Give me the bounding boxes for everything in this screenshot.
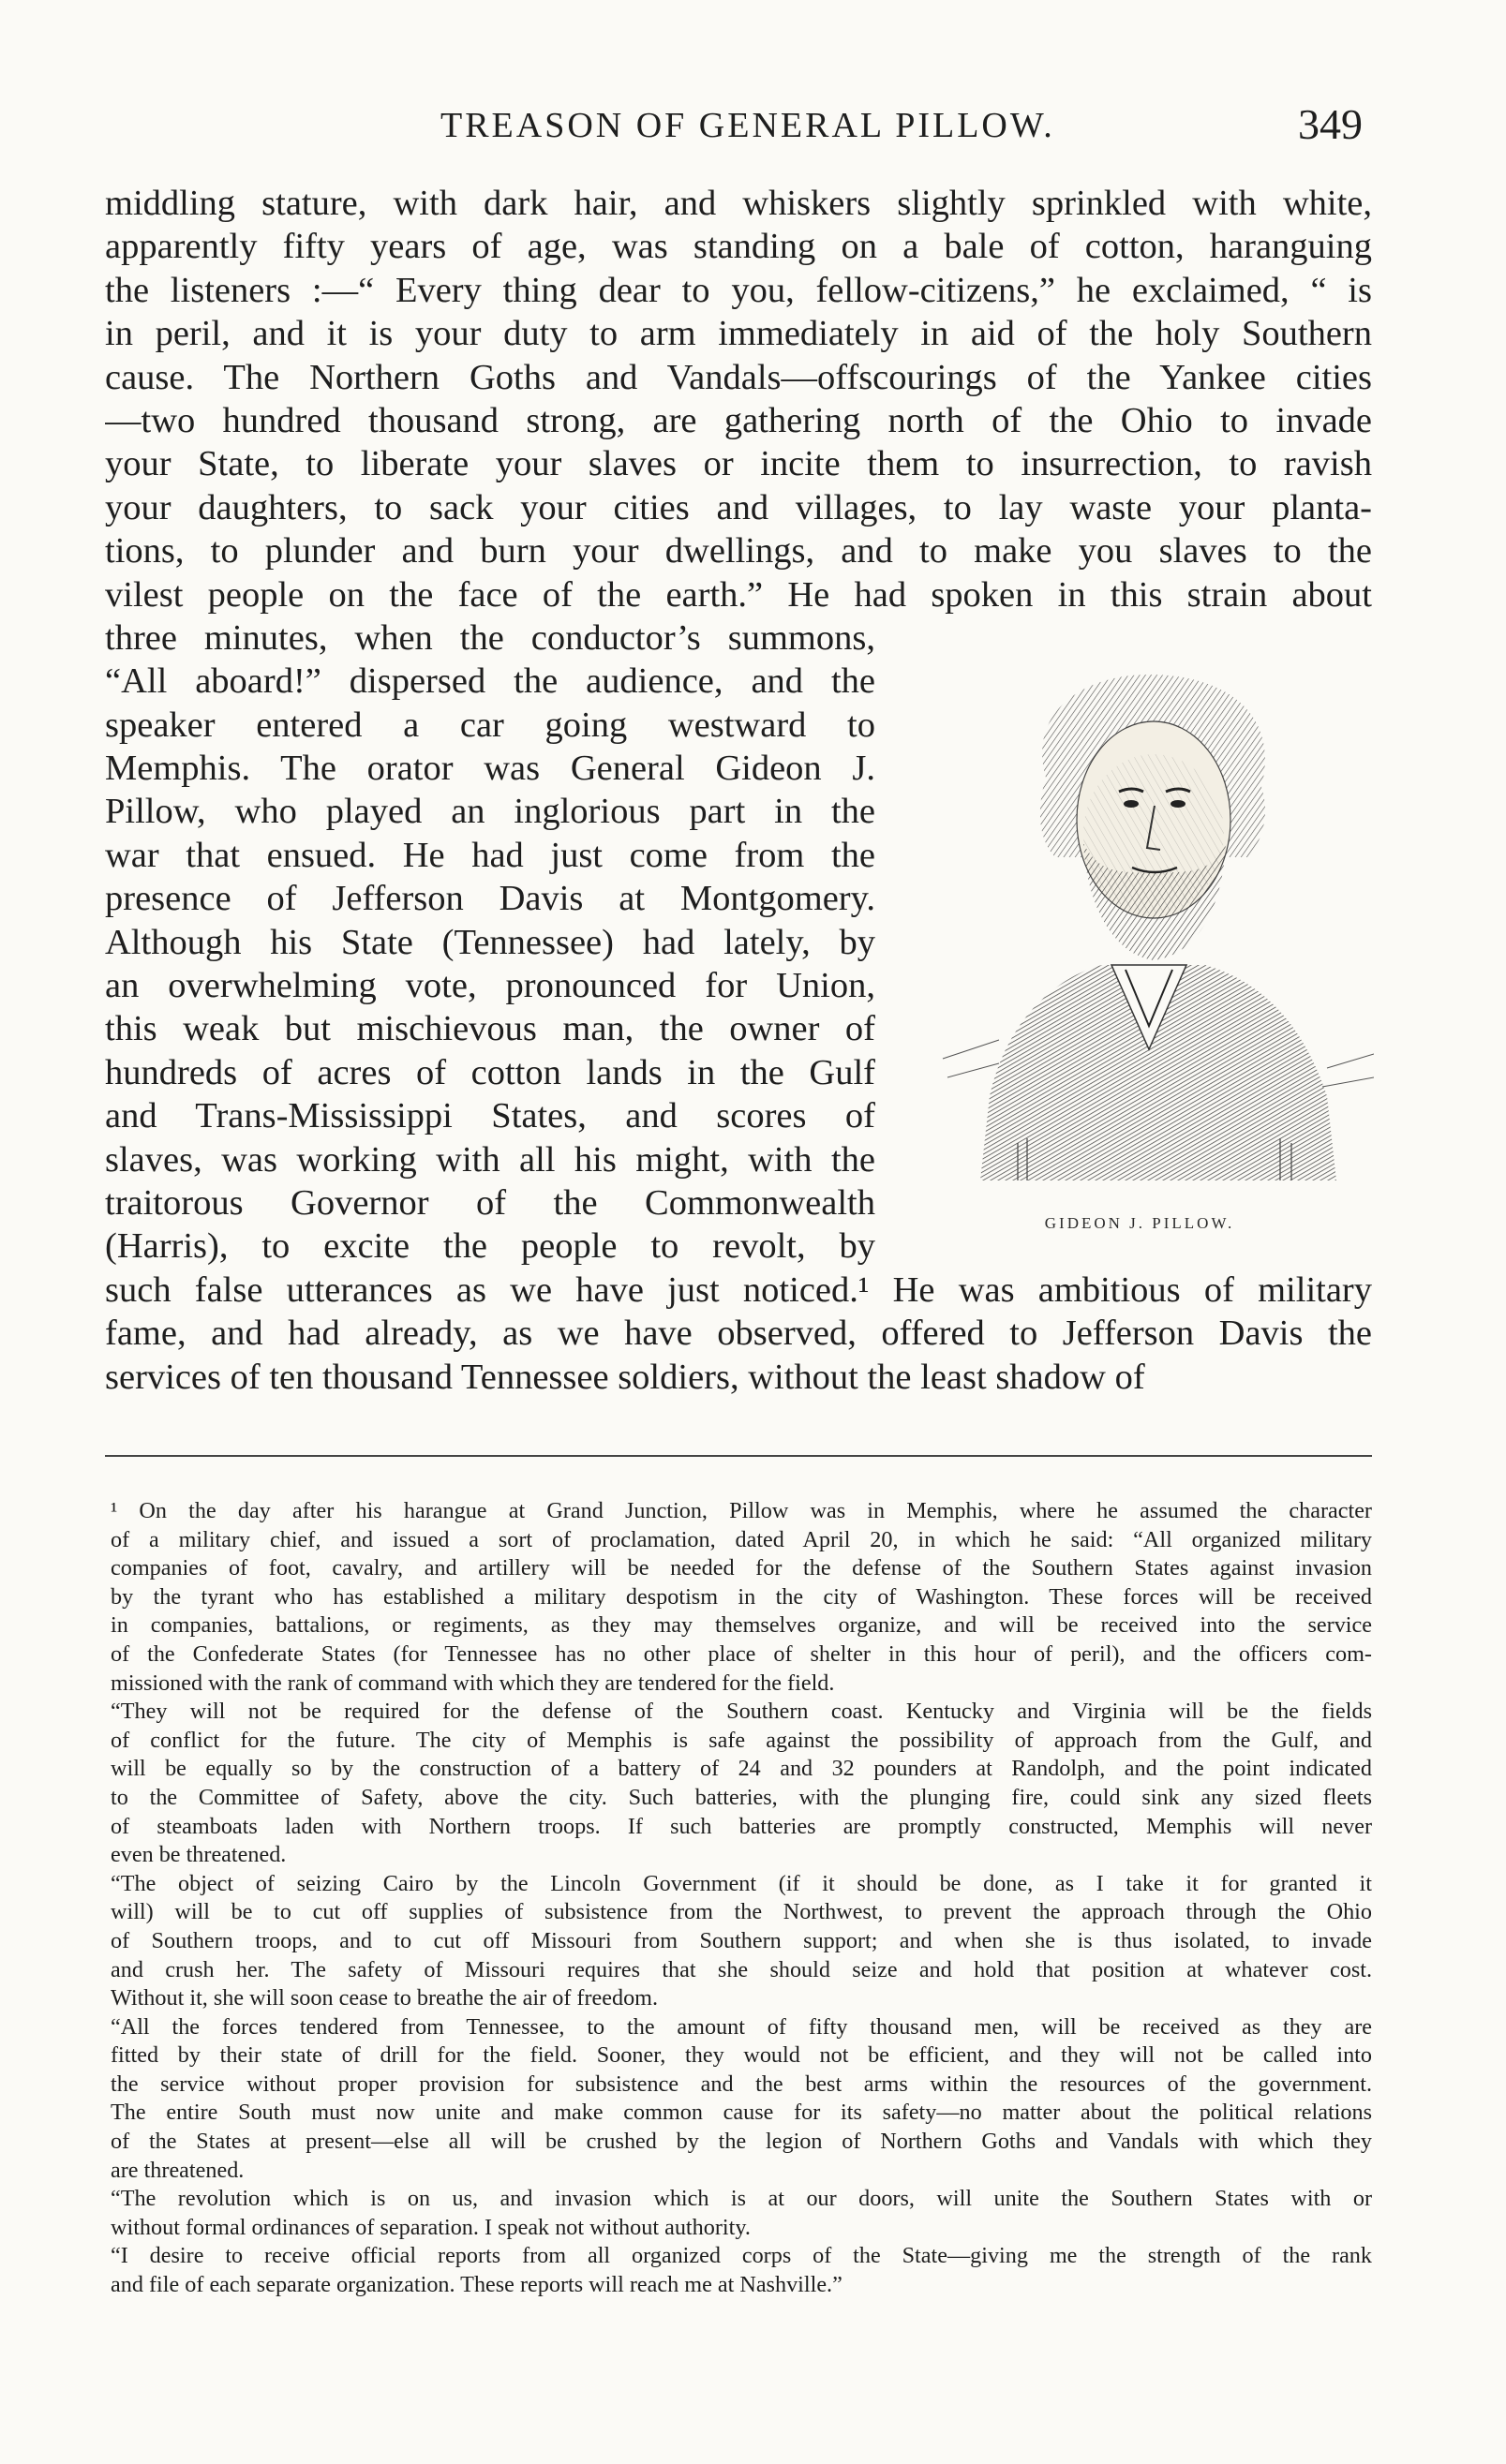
footnote-line: of the Confederate States (for Tennessee has no other place of shelter in this hour of peril), and the officers com-	[111, 1640, 1372, 1667]
footnote-line: “They will not be required for the defense of the Southern coast. Kentucky and Virginia will be the fields	[111, 1699, 1372, 1725]
text-line: cause. The Northern Goths and Vandals—offscourings of the Yankee cities	[105, 357, 1372, 397]
text-line: hundreds of acres of cotton lands in the Gulf	[105, 1052, 875, 1092]
text-line: tions, to plunder and burn your dwellings, and to make you slaves to the	[105, 531, 1372, 571]
footnote-line: and file of each separate organization. These reports will reach me at Nashville.”	[111, 2272, 842, 2298]
text-line: the listeners :—“ Every thing dear to you, fellow-citizens,” he exclaimed, “ is	[105, 270, 1372, 310]
text-line: such false utterances as we have just noticed.¹ He was ambitious of military	[105, 1269, 1372, 1310]
text-line: speaker entered a car going westward to	[105, 705, 875, 745]
footnote-line: companies of foot, cavalry, and artillery will be needed for the defense of the Southern States against invasion	[111, 1555, 1372, 1581]
text-line: traitorous Governor of the Commonwealth	[105, 1182, 875, 1223]
footnote-line: “I desire to receive official reports from all organized corps of the State—giving me the strength of the rank	[111, 2243, 1372, 2269]
footnote-line: ¹ On the day after his harangue at Grand Junction, Pillow was in Memphis, where he assumed the character	[111, 1498, 1372, 1523]
text-line: services of ten thousand Tennessee soldiers, without the least shadow of	[105, 1357, 1145, 1397]
footnote-line: The entire South must now unite and make common cause for its safety—no matter about the political relations	[111, 2100, 1372, 2126]
page-header	[0, 100, 1506, 161]
footnote-divider	[105, 1455, 1372, 1457]
text-line: and Trans-Mississippi States, and scores of	[105, 1096, 875, 1136]
footnote-line: will) will be to cut off supplies of subsistence from the Northwest, to prevent the approach through the Ohio	[111, 1899, 1372, 1925]
text-line: in peril, and it is your duty to arm immediately in aid of the holy Southern	[105, 314, 1372, 354]
footnote-line: of Southern troops, and to cut off Missouri from Southern support; and when she is thus isolated, to invade	[111, 1927, 1372, 1953]
footnote-line: missioned with the rank of command with which they are tendered for the field.	[111, 1670, 835, 1696]
footnote-line: “The object of seizing Cairo by the Lincoln Government (if it should be done, as I take it for granted it	[111, 1870, 1372, 1896]
text-line: vilest people on the face of the earth.” He had spoken in this strain about	[105, 574, 1372, 615]
footnote-line: will be equally so by the construction of a battery of 24 and 32 pounders at Randolph, and the point indicated	[111, 1756, 1372, 1782]
text-line: presence of Jefferson Davis at Montgomery.	[105, 879, 875, 919]
footnote-line: “All the forces tendered from Tennessee, to the amount of fifty thousand men, will be received as they are	[111, 2013, 1372, 2040]
running-title: TREASON OF GENERAL PILLOW.	[440, 106, 1055, 145]
portrait-illustration	[924, 656, 1374, 1180]
text-line: Although his State (Tennessee) had lately, by	[105, 922, 875, 962]
footnote-line: even be threatened.	[111, 1842, 287, 1868]
footnote-line: of steamboats laden with Northern troops. If such batteries are promptly constructed, Memphis will never	[111, 1813, 1372, 1839]
page-number: 349	[1298, 100, 1363, 148]
footnote-line: are threatened.	[111, 2157, 245, 2183]
footnote-line: of conflict for the future. The city of Memphis is safe against the possibility of approach from the Gulf, and	[111, 1727, 1372, 1753]
text-line: slaves, was working with all his might, with the	[105, 1139, 875, 1180]
footnote-line: without formal ordinances of separation. I speak not without authority.	[111, 2214, 751, 2240]
body-lines	[105, 182, 1372, 616]
text-line: war that ensued. He had just come from the	[105, 835, 875, 875]
footnote-line: the service without proper provision for subsistence and the best arms within the resources of the government.	[111, 2071, 1372, 2097]
footnote-line: “The revolution which is on us, and invasion which is at our doors, will unite the Southern States with or	[111, 2186, 1372, 2212]
footnote-line: and crush her. The safety of Missouri requires that she should seize and hold that position at whatever cost.	[111, 1956, 1372, 1982]
footnote-line: of the States at present—else all will be crushed by the legion of Northern Goths and Vandals with which they	[111, 2129, 1372, 2155]
footnote-line: to the Committee of Safety, above the city. Such batteries, with the plunging fire, could sink any sized fleets	[111, 1784, 1372, 1810]
text-line: three minutes, when the conductor’s summons,	[105, 617, 875, 658]
text-line: (Harris), to excite the people to revolt, by	[105, 1226, 875, 1267]
text-line: Pillow, who played an inglorious part in the	[105, 792, 875, 832]
text-line: Memphis. The orator was General Gideon J.	[105, 749, 875, 789]
text-line: fame, and had already, as we have observed, offered to Jefferson Davis the	[105, 1314, 1372, 1354]
text-line: an overwhelming vote, pronounced for Union,	[105, 966, 875, 1006]
footnote-line: by the tyrant who has established a military despotism in the city of Washington. These forces will be received	[111, 1583, 1372, 1610]
text-line: your daughters, to sack your cities and villages, to lay waste your planta-	[105, 487, 1372, 527]
text-line: —two hundred thousand strong, are gathering north of the Ohio to invade	[105, 400, 1372, 440]
text-line: your State, to liberate your slaves or incite them to insurrection, to ravish	[105, 444, 1372, 484]
text-line: this weak but mischievous man, the owner of	[105, 1009, 875, 1049]
footnote-line: in companies, battalions, or regiments, as they may themselves organize, and will be received into the service	[111, 1612, 1372, 1639]
text-line: middling stature, with dark hair, and whiskers slightly sprinkled with white,	[105, 184, 1372, 223]
footnote-line: Without it, she will soon cease to breathe the air of freedom.	[111, 1985, 659, 2011]
portrait-caption: GIDEON J. PILLOW.	[1044, 1214, 1235, 1232]
text-line: apparently fifty years of age, was standing on a bale of cotton, haranguing	[105, 227, 1372, 267]
tail-lines	[105, 1269, 1372, 1399]
footnotes	[111, 1497, 1372, 2300]
footnote-line: of a military chief, and issued a sort of proclamation, dated April 20, in which he said: “All organized military	[111, 1526, 1372, 1552]
portrait-engraving	[924, 656, 1374, 1180]
footnote-line: fitted by their state of drill for the field. Sooner, they would not be efficient, and they will not be called into	[111, 2042, 1372, 2069]
text-line: “All aboard!” dispersed the audience, and the	[105, 661, 875, 702]
